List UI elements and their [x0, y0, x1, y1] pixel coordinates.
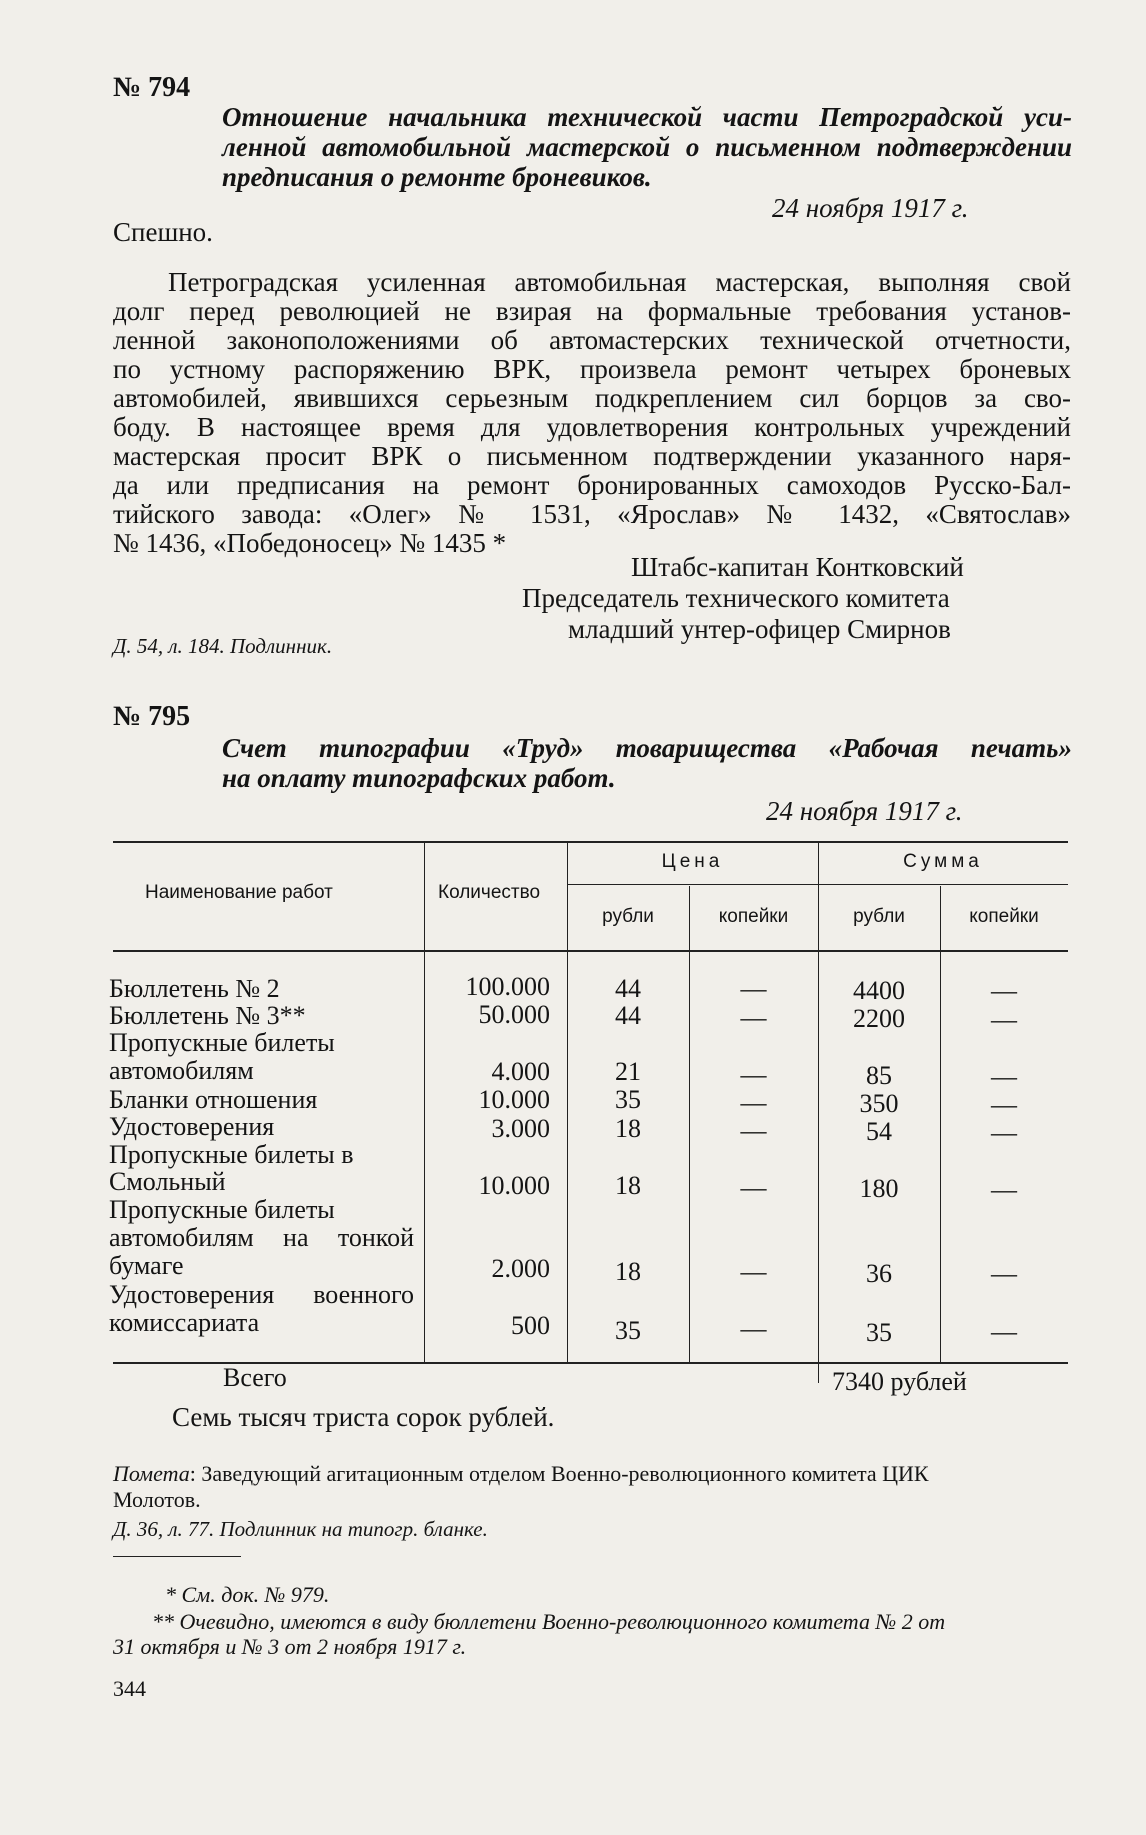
row-name: автомобилям на тонкой — [109, 1223, 414, 1252]
body-line: № 1436, «Победоносец» № 1435 * — [113, 528, 507, 558]
row-name: комиссариата — [109, 1308, 260, 1337]
body-line: Петроградская усиленная автомобильная мастерская, выполняя свой — [168, 267, 1071, 297]
row-price-kop: — — [740, 1314, 767, 1343]
signature-3: младший унтер-офицер Смирнов — [568, 614, 951, 644]
row-sum-rub: 36 — [866, 1259, 892, 1288]
header-sum-rubles: рубли — [853, 906, 905, 927]
doc-795-number: № 795 — [113, 701, 191, 732]
row-sum-rub: 2200 — [853, 1004, 905, 1033]
header-price-kopecks: копейки — [718, 906, 789, 927]
note-text: Молотов. — [113, 1487, 201, 1512]
row-qty: 2.000 — [491, 1254, 550, 1283]
signature-2: Председатель технического комитета — [522, 583, 950, 613]
header-price-rubles: рубли — [602, 906, 654, 927]
row-price-rub: 35 — [615, 1085, 641, 1114]
row-name: автомобилям — [109, 1056, 254, 1085]
row-name: Пропускные билеты — [109, 1195, 335, 1224]
header-qty: Количество — [438, 882, 541, 903]
row-name: Пропускные билеты — [109, 1028, 335, 1057]
body-line: мастерская просит ВРК о письменном подтверждении указанного наря- — [113, 441, 1071, 471]
row-name: Смольный — [109, 1167, 226, 1196]
row-sum-rub: 54 — [866, 1117, 892, 1146]
row-sum-kop: — — [991, 1317, 1017, 1346]
doc-794-title-line: предписания о ремонте броневиков. — [222, 162, 652, 192]
row-price-rub: 18 — [615, 1114, 641, 1143]
body-line: долг перед революцией не взирая на формальные требования установ- — [113, 296, 1071, 326]
row-sum-rub: 85 — [866, 1061, 892, 1090]
row-sum-rub: 35 — [866, 1318, 892, 1347]
header-sum: Сумма — [903, 851, 983, 872]
row-sum-kop: — — [991, 1005, 1017, 1034]
doc-795-source: Д. 36, л. 77. Подлинник на типогр. бланке. — [113, 1517, 488, 1541]
row-qty: 10.000 — [478, 1171, 550, 1200]
body-line: ленной законоположениями об автомастерских технической отчетности, — [113, 325, 1071, 355]
row-price-rub: 35 — [615, 1316, 641, 1345]
body-line: боду. В настоящее время для удовлетворения контрольных учреждений — [113, 412, 1071, 442]
row-qty: 100.000 — [465, 972, 550, 1001]
table-header-bottom-rule — [113, 950, 1068, 952]
table-top-rule — [113, 841, 1068, 843]
row-sum-rub: 180 — [859, 1174, 899, 1203]
doc-794-body — [113, 268, 1071, 558]
row-price-kop: — — [740, 974, 767, 1003]
body-line: автомобилей, явившихся серьезным подкреплением сил борцов за сво- — [113, 383, 1071, 413]
doc-794-title-line: Отношение начальника технической части Петроградской уси- — [222, 102, 1072, 132]
row-price-rub: 18 — [615, 1257, 641, 1286]
row-sum-kop: — — [991, 976, 1017, 1005]
signature-1: Штабс-капитан Контковский — [631, 552, 964, 582]
doc-794-title — [222, 102, 1072, 192]
row-price-rub: 18 — [615, 1171, 641, 1200]
row-qty: 3.000 — [491, 1114, 550, 1143]
row-sum-kop: — — [991, 1090, 1017, 1119]
row-qty: 50.000 — [478, 1000, 550, 1029]
doc-794-number: № 794 — [113, 72, 191, 103]
row-price-kop: — — [740, 1060, 767, 1089]
row-price-kop: — — [740, 1003, 767, 1032]
row-price-kop: — — [740, 1173, 767, 1202]
amount-in-words: Семь тысяч триста сорок рублей. — [172, 1402, 555, 1432]
note — [113, 1461, 929, 1487]
total-label: Всего — [223, 1363, 287, 1392]
row-name: Удостоверения военного — [109, 1280, 414, 1309]
row-name: Удостоверения — [109, 1112, 275, 1141]
total-value: 7340 рублей — [832, 1367, 967, 1396]
footnote-rule — [113, 1556, 241, 1557]
body-line: да или предписания на ремонт бронированных самоходов Русско-Бал- — [113, 470, 1071, 500]
footnote-2-cont: 31 октября и № 3 от 2 ноября 1917 г. — [113, 1634, 467, 1659]
row-sum-kop: — — [991, 1259, 1017, 1288]
note-text: : Заведующий агитационным отделом Военно-революционного комитета ЦИК — [189, 1461, 929, 1486]
row-qty: 10.000 — [478, 1085, 550, 1114]
note-label: Помета — [113, 1461, 190, 1486]
row-qty: 4.000 — [491, 1057, 550, 1086]
header-price: Цена — [661, 851, 724, 872]
row-qty: 500 — [511, 1311, 550, 1340]
footnote-1: * См. док. № 979. — [165, 1582, 330, 1607]
row-price-kop: — — [740, 1116, 767, 1145]
row-sum-kop: — — [991, 1062, 1017, 1091]
row-name: бумаге — [109, 1251, 184, 1280]
row-sum-kop: — — [991, 1175, 1017, 1204]
row-sum-rub: 350 — [859, 1089, 899, 1118]
doc-795-date: 24 ноября 1917 г. — [766, 796, 963, 826]
doc-795-title — [222, 733, 1072, 793]
body-line: тийского завода: «Олег» № 1531, «Ярослав» № 1432, «Святослав» — [113, 499, 1071, 529]
doc-795-title-line: Счет типографии «Труд» товарищества «Рабочая печать» — [222, 733, 1072, 763]
row-name: Пропускные билеты в — [109, 1140, 354, 1169]
row-sum-kop: — — [991, 1118, 1017, 1147]
row-name: Бюллетень № 3** — [109, 1001, 306, 1030]
header-sum-kopecks: копейки — [969, 906, 1039, 927]
row-name: Бюллетень № 2 — [109, 974, 280, 1003]
body-line: по устному распоряжению ВРК, произвела ремонт четырех броневых — [113, 354, 1071, 384]
row-sum-rub: 4400 — [853, 976, 905, 1005]
row-price-rub: 21 — [615, 1057, 641, 1086]
row-price-rub: 44 — [615, 1001, 641, 1030]
doc-795-title-line: на оплату типографских работ. — [222, 763, 616, 793]
row-price-kop: — — [740, 1088, 767, 1117]
doc-794-title-line: ленной автомобильной мастерской о письменном подтверждении — [222, 132, 1072, 162]
footnote-2: ** Очевидно, имеются в виду бюллетени Военно-революционного комитета № 2 от — [152, 1609, 946, 1634]
doc-794-date: 24 ноября 1917 г. — [772, 193, 969, 223]
row-name: Бланки отношения — [109, 1085, 318, 1114]
page-number: 344 — [113, 1676, 146, 1701]
doc-794-urgent: Спешно. — [113, 217, 213, 247]
header-name: Наименование работ — [145, 882, 333, 903]
doc-794-source: Д. 54, л. 184. Подлинник. — [113, 634, 333, 658]
row-price-kop: — — [740, 1257, 767, 1286]
row-price-rub: 44 — [615, 974, 641, 1003]
